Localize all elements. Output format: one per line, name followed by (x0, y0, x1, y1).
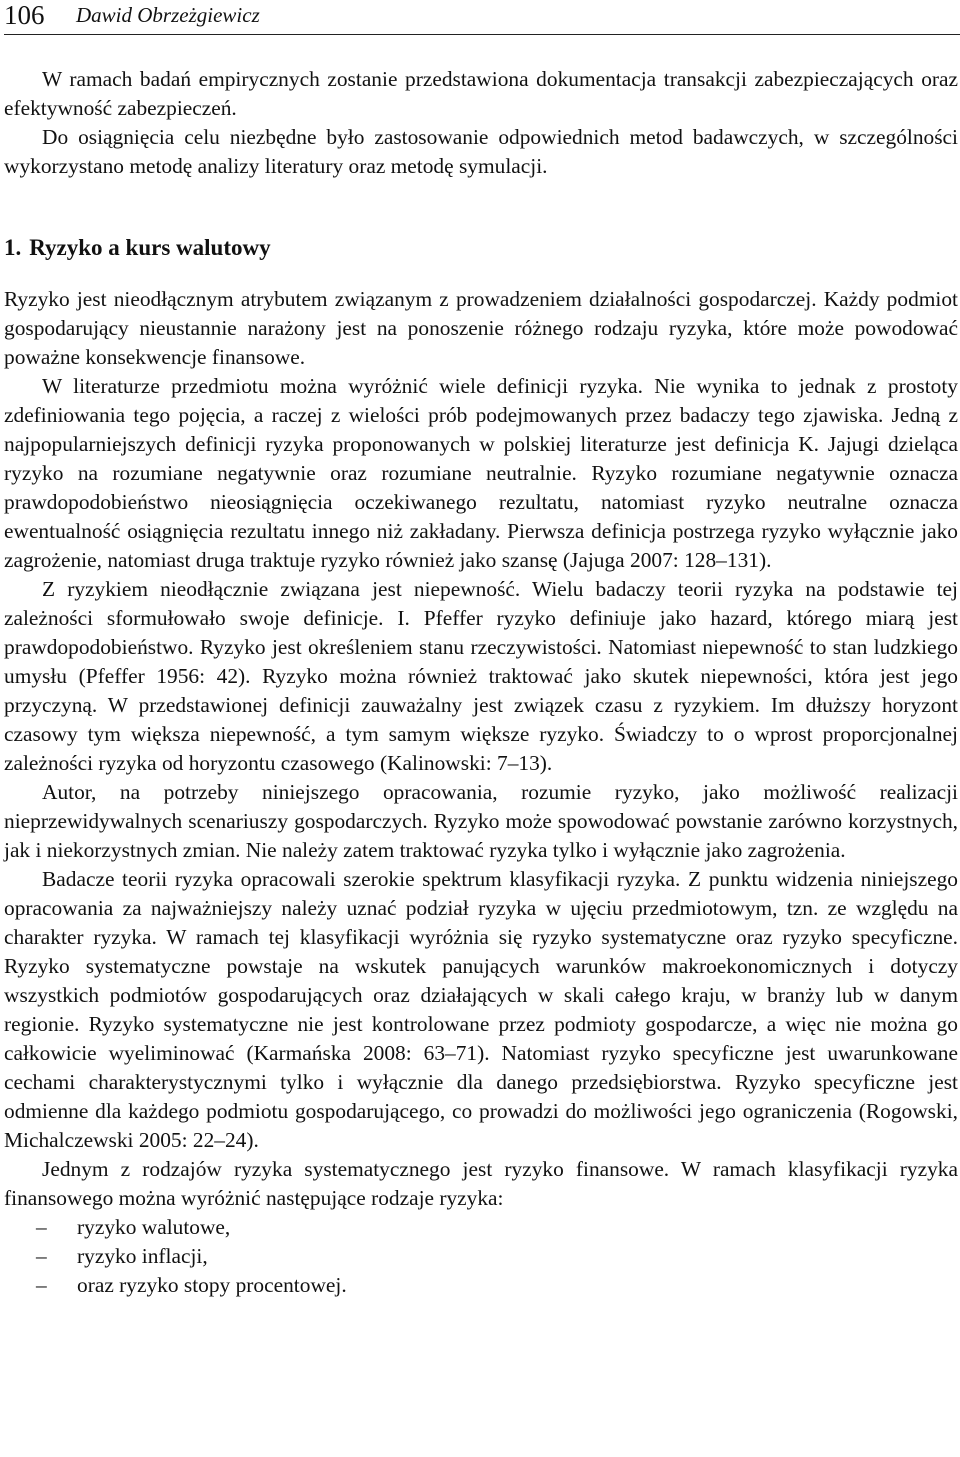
running-header (4, 0, 960, 35)
list-item (4, 1213, 958, 1242)
section-number: 1. (4, 235, 22, 260)
intro-paragraph: Do osiągnięcia celu niezbędne było zastosowanie odpowiednich metod badawczych, w szczególności wykorzystano metodę analizy literatury oraz metodę symulacji. (4, 125, 958, 178)
risk-type-list (4, 1213, 958, 1300)
section-heading (4, 233, 958, 263)
list-item (4, 1271, 958, 1300)
body-paragraph: W literaturze przedmiotu można wyróżnić wiele definicji ryzyka. Nie wynika to jednak z prostoty zdefiniowania tego pojęcia, a raczej z wielości prób podejmowanych przez badaczy tego zjawiska. Jedną z najpopularniejszych definicji ryzyka proponowanych w polskiej literaturze jest definicja K. Jajugi dzieląca ryzyko na rozumiane negatywnie oraz rozumiane neutralnie. Ryzyko rozumiane negatywnie oznacza prawdopodobieństwo nieosiągnięcia oczekiwanego rezultatu, natomiast ryzyko neutralne oznacza ewentualność osiągnięcia rezultatu innego niż zakładany. Pierwsza definicja postrzega ryzyko wyłącznie jako zagrożenie, natomiast druga traktuje ryzyko również jako szansę (Jajuga 2007: 128–131). (4, 374, 958, 572)
dash-bullet: – (36, 1215, 47, 1239)
list-item-text: ryzyko inflacji, (77, 1244, 208, 1268)
list-item (4, 1242, 958, 1271)
section-title: Ryzyko a kurs walutowy (29, 235, 271, 260)
list-item-text: ryzyko walutowe, (77, 1215, 231, 1239)
dash-bullet: – (36, 1244, 47, 1268)
list-item-text: oraz ryzyko stopy procentowej. (77, 1273, 347, 1297)
dash-bullet: – (36, 1273, 47, 1297)
running-head-author: Dawid Obrzeżgiewicz (76, 3, 260, 27)
body-paragraph: Autor, na potrzeby niniejszego opracowania, rozumie ryzyko, jako możliwość realizacji nieprzewidywalnych scenariuszy gospodarczych. Ryzyko może spowodować powstanie zarówno korzystnych, jak i niekorzystnych zmian. Nie należy zatem traktować ryzyka tylko i wyłącznie jako zagrożenia. (4, 780, 958, 862)
body-paragraph: Badacze teorii ryzyka opracowali szerokie spektrum klasyfikacji ryzyka. Z punktu widzenia niniejszego opracowania za najważniejszy należy uznać podział ryzyka w ujęciu przedmiotowym, tzn. ze względu na charakter ryzyka. W ramach tej klasyfikacji wyróżnia się ryzyko systematyczne oraz ryzyko specyficzne. Ryzyko systematyczne powstaje na wskutek panujących warunków makroekonomicznych i dotyczy wszystkich podmiotów gospodarujących oraz działających w skali całego kraju, w branży lub w danym regionie. Ryzyko systematyczne nie jest kontrolowane przez podmioty gospodarcze, a więc nie można go całkowicie wyeliminować (Karmańska 2008: 63–71). Natomiast ryzyko specyficzne jest uwarunkowane cechami charakterystycznymi tylko i wyłącznie dla danego przedsiębiorstwa. Ryzyko specyficzne jest odmienne dla każdego podmiotu gospodarującego, co prowadzi do możliwości jego ograniczenia (Rogowski, Michalczewski 2005: 22–24). (4, 867, 958, 1152)
body-text (4, 65, 958, 1300)
intro-paragraph: W ramach badań empirycznych zostanie przedstawiona dokumentacja transakcji zabezpieczających oraz efektywność zabezpieczeń. (4, 67, 958, 120)
body-paragraph: Z ryzykiem nieodłącznie związana jest niepewność. Wielu badaczy teorii ryzyka na podstawie tej zależności sformułowało swoje definicje. I. Pfeffer ryzyko definiuje jako hazard, którego miarą jest prawdopodobieństwo. Ryzyko jest określeniem stanu rzeczywistości. Natomiast niepewność to stan ludzkiego umysłu (Pfeffer 1956: 42). Ryzyko można również traktować jako skutek niepewności, która jest jego przyczyną. W przedstawionej definicji zauważalny jest związek czasu z ryzykiem. Im dłuższy horyzont czasowy tym większa niepewność, a tym samym większe ryzyko. Świadczy to o wprost proporcjonalnej zależności ryzyka od horyzontu czasowego (Kalinowski: 7–13). (4, 577, 958, 775)
body-paragraph: Jednym z rodzajów ryzyka systematycznego jest ryzyko finansowe. W ramach klasyfikacji ryzyka finansowego można wyróżnić następujące rodzaje ryzyka: (4, 1157, 958, 1210)
page-number: 106 (4, 0, 45, 30)
body-paragraph: Ryzyko jest nieodłącznym atrybutem związanym z prowadzeniem działalności gospodarczej. Każdy podmiot gospodarujący nieustannie narażony jest na ponoszenie różnego rodzaju ryzyka, które może powodować poważne konsekwencje finansowe. (4, 287, 958, 369)
